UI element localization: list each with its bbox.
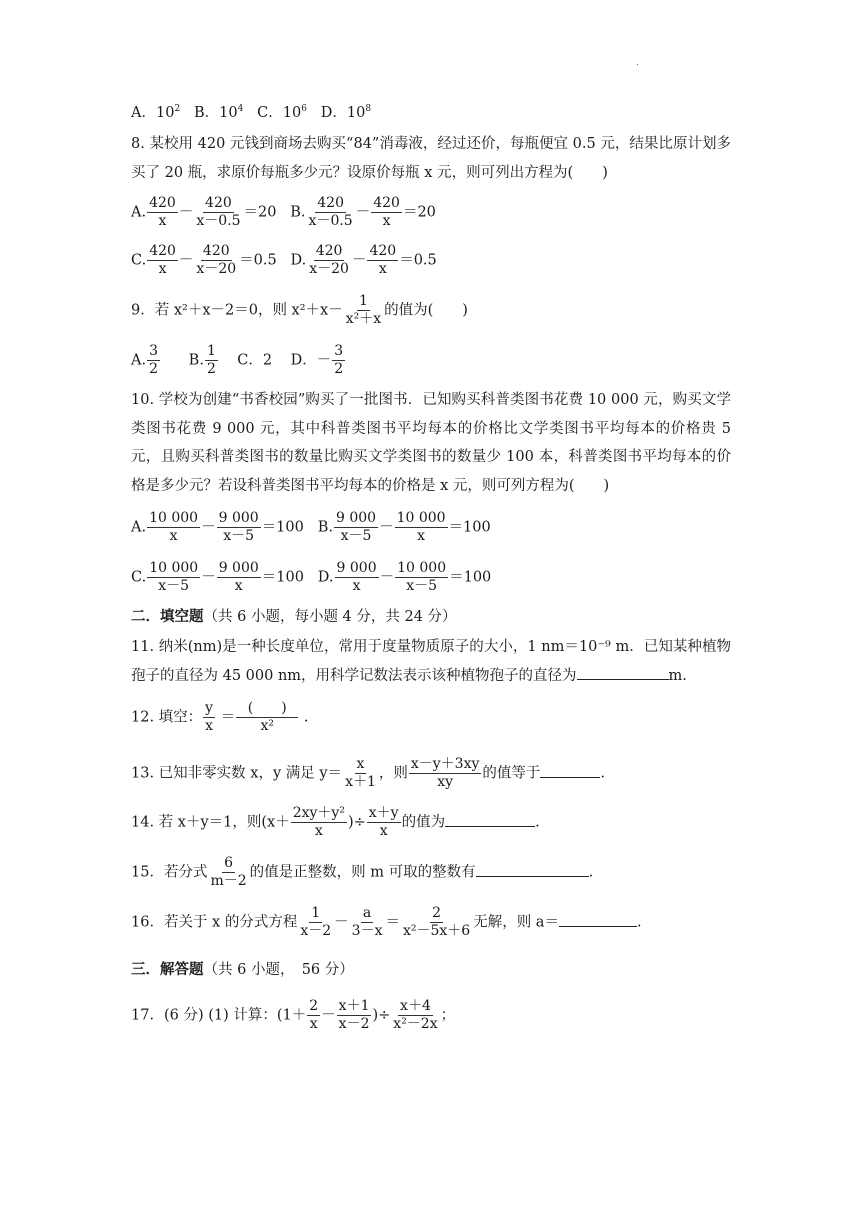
q9-question: 9．若 x²＋x－2＝0，则 x²＋x－ $\frac{1}{\text{x²＋x}}$ 的值为( ) bbox=[131, 293, 468, 327]
q14-question: 14. 若 x＋y＝1，则(x＋ $\frac{\text{2xy＋y²}}{x}$ )÷ $\frac{x+y}{x}$ 的值为 . bbox=[131, 805, 540, 839]
q16-question: 16．若关于 x 的分式方程 $\frac{1}{x-2}$ － $\frac{a}{3-x}$ ＝ $\frac{2}{\text{x²－5x＋6}}$ 无解，则 a＝ . bbox=[131, 905, 642, 939]
q8-text: 8. 某校用 420 元钱到商场去购买“84”消毒液，经过还价，每瓶便宜 0.5 元，结果比原计划多买了 20 瓶，求原价每瓶多少元？设原价每瓶 x 元，则可列出方程为( ) bbox=[131, 136, 731, 181]
section-2-heading: 二．填空题（共 6 小题，每小题 4 分，共 24 分） bbox=[131, 608, 457, 625]
q11-text: 11. 纳米(nm)是一种长度单位，常用于度量物质原子的大小，1 nm＝10⁻⁹ m．已知某种植物孢子的直径为 45 000 nm，用科学记数法表示该种植物孢子的直径为 m. bbox=[131, 639, 731, 684]
q7-options: A．$10^2$ B．$10^4$ C．$10^6$ D．$10^8$ bbox=[131, 104, 372, 121]
q12-answer-blank[interactable]: ( ) bbox=[236, 700, 298, 718]
page-dot: . bbox=[636, 58, 639, 68]
q9-options: A. $\frac{3}{2}$ B. $\frac{1}{2}$ C．2 D．－ $\frac{3}{2}$ bbox=[131, 343, 344, 377]
section-3-heading: 三．解答题（共 6 小题， 56 分） bbox=[131, 961, 354, 978]
q16-answer-blank[interactable] bbox=[559, 911, 637, 927]
q11-answer-blank[interactable] bbox=[577, 664, 669, 680]
q12-question: 12. 填空： $\frac{y}{x}$ ＝ $\frac{( )}{\text{x²}}$ . bbox=[131, 700, 309, 734]
q10-options-ab: A. $\frac{10 000}{x}$ － $\frac{9 000}{x-5}$ ＝100 B. $\frac{9 000}{x-5}$ － $\frac{10 000}{x}$ ＝100 bbox=[131, 510, 491, 544]
q15-answer-blank[interactable] bbox=[476, 861, 589, 877]
q13-question: 13. 已知非零实数 x，y 满足 y＝ $\frac{x}{x+1}$ ，则 $\frac{x-y+3xy}{xy}$ 的值等于 . bbox=[131, 756, 606, 790]
q14-answer-blank[interactable] bbox=[445, 811, 535, 827]
q15-question: 15．若分式 $\frac{6}{m-2}$ 的值是正整数，则 m 可取的整数有 . bbox=[131, 855, 594, 889]
q10-text: 10. 学校为创建“书香校园”购买了一批图书．已知购买科普类图书花费 10 000 元，购买文学类图书花费 9 000 元，其中科普类图书平均每本的价格比文学类图书平均每本的价格贵 5 元，且购买科普类图书的数量比购买文学类图书的数量少 100 本，科普类图书平均每本的价格是多少元？若设科普类图书平均每本的价格是 x 元，则可列方程为( ) bbox=[131, 392, 731, 494]
q8-options-ab: A. $\frac{420}{x}$ － $\frac{420}{x-0.5}$ ＝20 B. $\frac{420}{x-0.5}$ － $\frac{420}{x}$ ＝20 bbox=[131, 195, 436, 229]
q17-question: 17．(6 分) (1) 计算：(1＋ $\frac{2}{x}$ － $\frac{x+1}{x-2}$ )÷ $\frac{x+4}{\text{x²－2x}}$ ； bbox=[131, 998, 456, 1032]
q8-options-cd: C. $\frac{420}{x}$ － $\frac{420}{x-20}$ ＝0.5 D. $\frac{420}{x-20}$ － $\frac{420}{x}$ ＝0.5 bbox=[131, 243, 437, 277]
q13-answer-blank[interactable] bbox=[540, 762, 600, 778]
q10-options-cd: C. $\frac{10 000}{x-5}$ － $\frac{9 000}{x}$ ＝100 D. $\frac{9 000}{x}$ － $\frac{10 000}{x-5}$ ＝100 bbox=[131, 560, 492, 594]
